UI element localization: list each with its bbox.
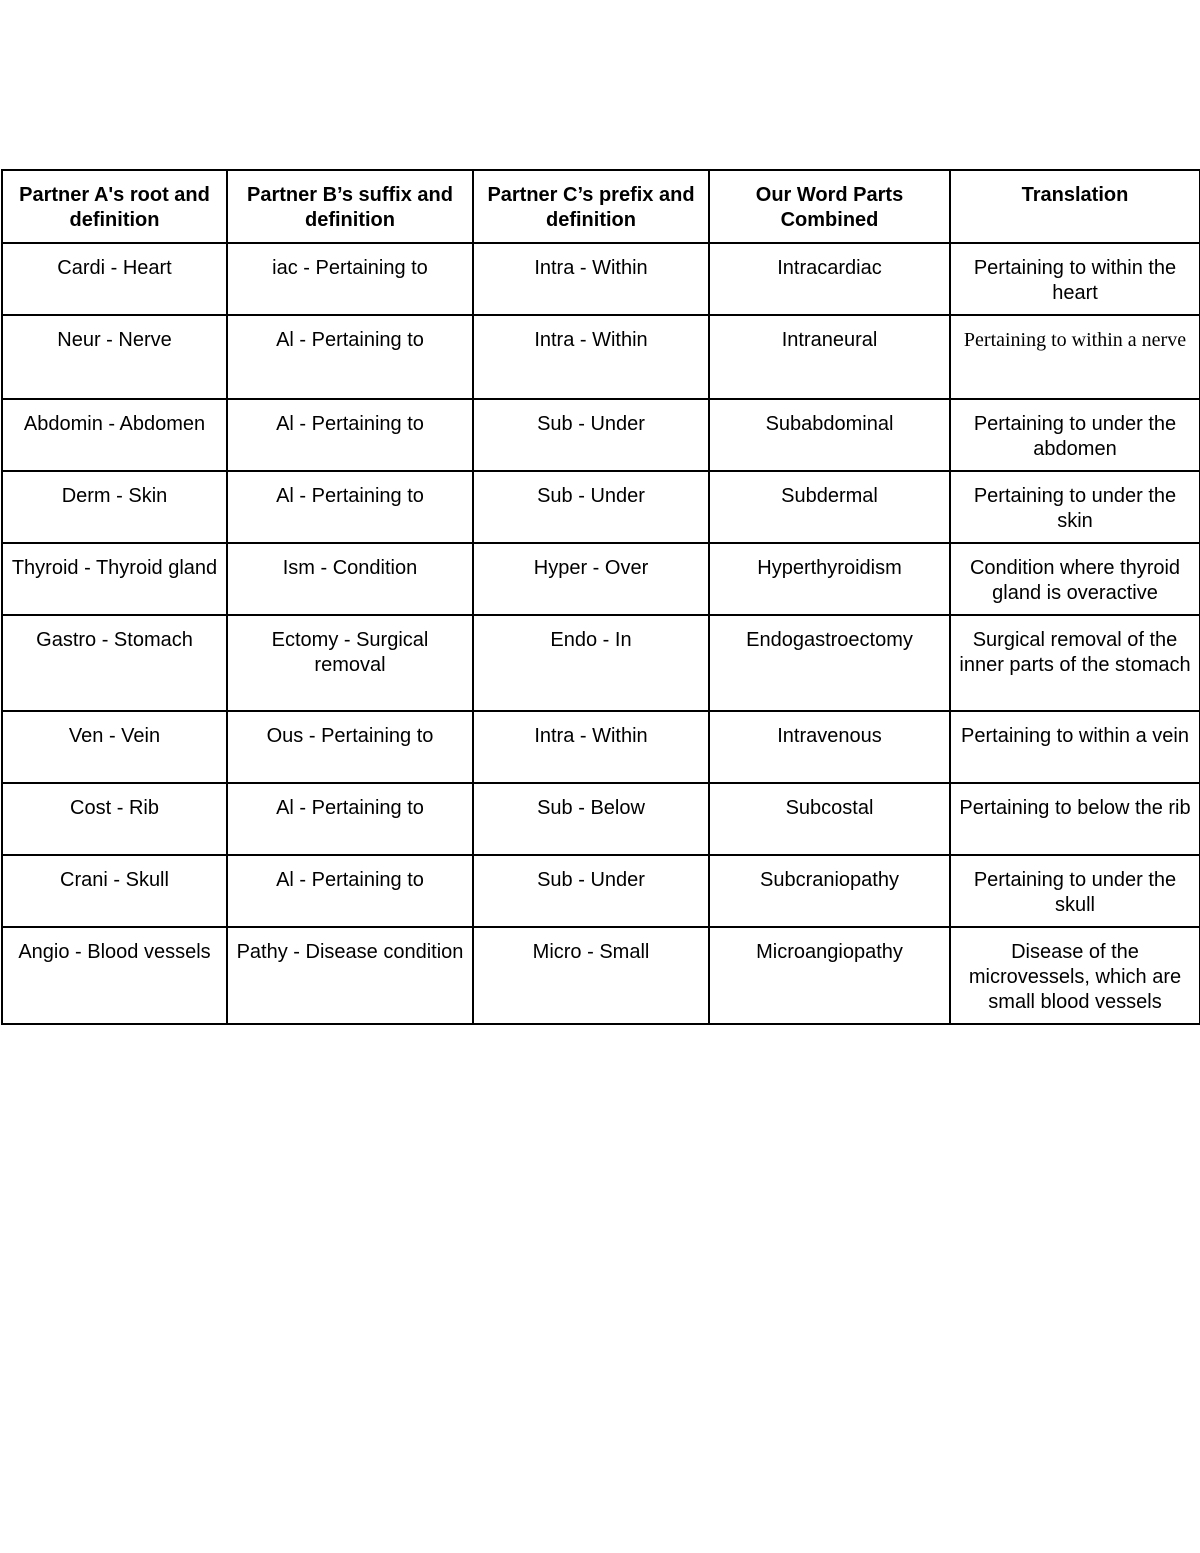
translation-cell: Surgical removal of the inner parts of the stomach: [950, 615, 1200, 711]
combined-cell: Subcraniopathy: [709, 855, 950, 927]
prefix-cell: Hyper - Over: [473, 543, 709, 615]
combined-cell: Intravenous: [709, 711, 950, 783]
suffix-cell: Al - Pertaining to: [227, 783, 473, 855]
header-partner-b: Partner B’s suffix and definition: [227, 170, 473, 243]
suffix-cell: Ectomy - Surgical removal: [227, 615, 473, 711]
prefix-cell: Sub - Below: [473, 783, 709, 855]
root-cell: Cardi - Heart: [2, 243, 227, 315]
prefix-cell: Intra - Within: [473, 243, 709, 315]
prefix-cell: Intra - Within: [473, 711, 709, 783]
table-row: [2, 471, 1200, 543]
root-cell: Cost - Rib: [2, 783, 227, 855]
suffix-cell: Ism - Condition: [227, 543, 473, 615]
translation-cell: Pertaining to under the skin: [950, 471, 1200, 543]
combined-cell: Subcostal: [709, 783, 950, 855]
prefix-cell: Sub - Under: [473, 471, 709, 543]
suffix-cell: Al - Pertaining to: [227, 399, 473, 471]
combined-cell: Subabdominal: [709, 399, 950, 471]
root-cell: Ven - Vein: [2, 711, 227, 783]
prefix-cell: Sub - Under: [473, 399, 709, 471]
header-translation: Translation: [950, 170, 1200, 243]
suffix-cell: Al - Pertaining to: [227, 315, 473, 399]
table-row: [2, 711, 1200, 783]
root-cell: Neur - Nerve: [2, 315, 227, 399]
suffix-cell: Al - Pertaining to: [227, 855, 473, 927]
suffix-cell: Pathy - Disease condition: [227, 927, 473, 1024]
translation-cell: Pertaining to under the skull: [950, 855, 1200, 927]
table-row: [2, 399, 1200, 471]
combined-cell: Subdermal: [709, 471, 950, 543]
header-partner-a: Partner A's root and definition: [2, 170, 227, 243]
suffix-cell: iac - Pertaining to: [227, 243, 473, 315]
root-cell: Angio - Blood vessels: [2, 927, 227, 1024]
translation-cell: Pertaining to under the abdomen: [950, 399, 1200, 471]
root-cell: Derm - Skin: [2, 471, 227, 543]
combined-cell: Intracardiac: [709, 243, 950, 315]
root-cell: Abdomin - Abdomen: [2, 399, 227, 471]
table-row: [2, 243, 1200, 315]
prefix-cell: Sub - Under: [473, 855, 709, 927]
translation-cell: Disease of the microvessels, which are small blood vessels: [950, 927, 1200, 1024]
table-row: [2, 615, 1200, 711]
combined-cell: Microangiopathy: [709, 927, 950, 1024]
translation-cell: Condition where thyroid gland is overactive: [950, 543, 1200, 615]
translation-cell: Pertaining to within a nerve: [950, 315, 1200, 399]
table-header-row: [2, 170, 1200, 243]
table-row: [2, 543, 1200, 615]
translation-cell: Pertaining to below the rib: [950, 783, 1200, 855]
table-row: [2, 855, 1200, 927]
header-combined: Our Word Parts Combined: [709, 170, 950, 243]
table-row: [2, 927, 1200, 1024]
combined-cell: Hyperthyroidism: [709, 543, 950, 615]
suffix-cell: Ous - Pertaining to: [227, 711, 473, 783]
translation-cell: Pertaining to within a vein: [950, 711, 1200, 783]
root-cell: Gastro - Stomach: [2, 615, 227, 711]
table-row: [2, 783, 1200, 855]
table-row: [2, 315, 1200, 399]
prefix-cell: Intra - Within: [473, 315, 709, 399]
combined-cell: Endogastroectomy: [709, 615, 950, 711]
translation-cell: Pertaining to within the heart: [950, 243, 1200, 315]
root-cell: Thyroid - Thyroid gland: [2, 543, 227, 615]
combined-cell: Intraneural: [709, 315, 950, 399]
word-parts-table: [1, 169, 1200, 1025]
prefix-cell: Endo - In: [473, 615, 709, 711]
header-partner-c: Partner C’s prefix and definition: [473, 170, 709, 243]
prefix-cell: Micro - Small: [473, 927, 709, 1024]
suffix-cell: Al - Pertaining to: [227, 471, 473, 543]
root-cell: Crani - Skull: [2, 855, 227, 927]
